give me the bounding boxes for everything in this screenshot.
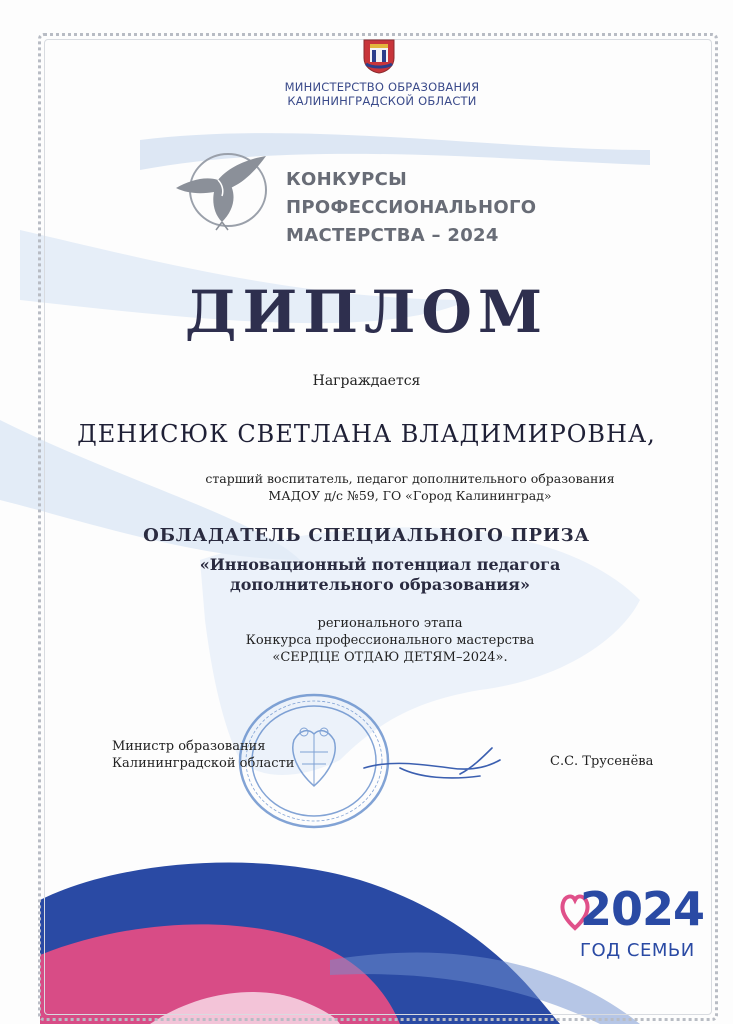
crane-logo-icon [166, 150, 276, 232]
minister-line-2: Калининградской области [112, 756, 295, 771]
contest-line-1: КОНКУРСЫ ПРОФЕССИОНАЛЬНОГО [286, 169, 537, 218]
minister-title [112, 738, 294, 772]
ministry-line-1: МИНИСТЕРСТВО ОБРАЗОВАНИЯ [284, 80, 480, 94]
contest-title [286, 166, 646, 250]
contest-line-2: МАСТЕРСТВА – 2024 [286, 225, 499, 246]
coat-of-arms-icon [362, 38, 396, 74]
diploma-title: ДИПЛОМ [184, 278, 549, 346]
minister-line-1: Министр образования [112, 739, 266, 754]
ministry-line-2: КАЛИНИНГРАДСКОЙ ОБЛАСТИ [287, 94, 477, 108]
awarded-label: Награждается [312, 373, 421, 389]
prize-name-line-1: «Инновационный потенциал педагога [199, 555, 561, 574]
prize-name-line-2: дополнительного образования» [230, 575, 530, 594]
position-line-1: старший воспитатель, педагог дополнительного образования [205, 471, 615, 486]
prize-title: ОБЛАДАТЕЛЬ СПЕЦИАЛЬНОГО ПРИЗА [143, 525, 590, 546]
prize-name [120, 555, 640, 595]
recipient-position [100, 470, 720, 504]
contest-stage [160, 615, 620, 666]
signature-mark [360, 738, 510, 788]
stage-line-1: регионального этапа [317, 616, 463, 631]
position-line-2: МАДОУ д/с №59, ГО «Город Калининград» [268, 488, 552, 503]
ministry-name [272, 80, 492, 108]
signer-name: С.С. Трусенёва [550, 754, 654, 769]
year-caption: ГОД СЕМЬИ [580, 940, 695, 961]
stage-line-3: «СЕРДЦЕ ОТДАЮ ДЕТЯМ–2024». [272, 650, 508, 665]
year-number: 2024 [580, 882, 705, 936]
recipient-name: ДЕНИСЮК СВЕТЛАНА ВЛАДИМИРОВНА, [77, 420, 656, 448]
stage-line-2: Конкурса профессионального мастерства [245, 633, 535, 648]
